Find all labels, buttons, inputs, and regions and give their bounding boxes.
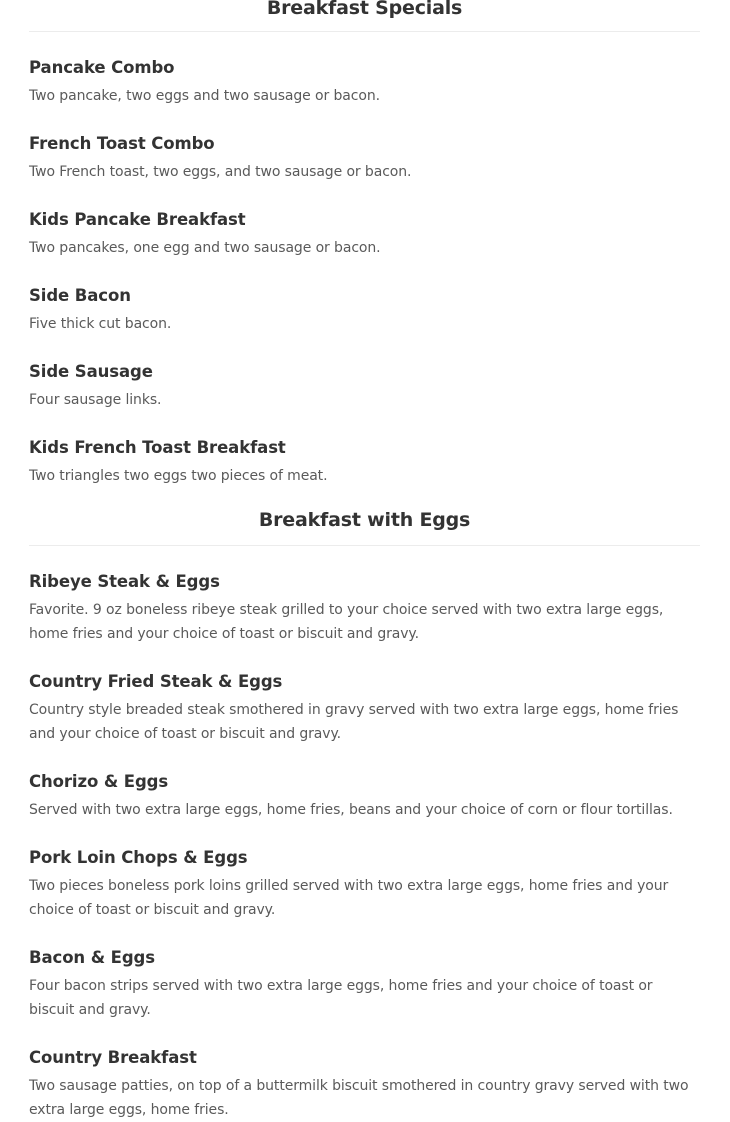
- item-name: Chorizo & Eggs: [29, 772, 169, 791]
- item-description: Four bacon strips served with two extra large eggs, home fries and your choice of toast or biscuit and gravy.: [29, 978, 653, 1018]
- section-divider: [29, 31, 700, 32]
- item-name: Pancake Combo: [29, 58, 175, 77]
- menu-item-country-breakfast[interactable]: [29, 1047, 700, 1122]
- menu-item-kids-pancake-breakfast[interactable]: [29, 209, 700, 260]
- item-name: Country Fried Steak & Eggs: [29, 672, 283, 691]
- item-description: Favorite. 9 oz boneless ribeye steak grilled to your choice served with two extra large eggs, home fries and your choice of toast or biscuit and gravy.: [29, 602, 664, 642]
- item-name: Side Sausage: [29, 362, 153, 381]
- menu-item-kids-french-toast-breakfast[interactable]: [29, 437, 700, 488]
- item-description: Two triangles two eggs two pieces of meat.: [29, 468, 328, 484]
- item-description: Five thick cut bacon.: [29, 316, 172, 332]
- item-description: Served with two extra large eggs, home fries, beans and your choice of corn or flour tortillas.: [29, 802, 673, 818]
- menu-item-chorizo-eggs[interactable]: [29, 771, 700, 822]
- menu-item-bacon-eggs[interactable]: [29, 947, 700, 1022]
- menu-item-french-toast-combo[interactable]: [29, 133, 700, 184]
- section-breakfast-specials: [29, 0, 700, 488]
- item-description: Country style breaded steak smothered in gravy served with two extra large eggs, home fries and your choice of toast or biscuit and gravy.: [29, 702, 679, 742]
- item-name: Pork Loin Chops & Eggs: [29, 848, 248, 867]
- item-description: Two pieces boneless pork loins grilled served with two extra large eggs, home fries and your choice of toast or biscuit and gravy.: [29, 878, 669, 918]
- item-description: Two sausage patties, on top of a buttermilk biscuit smothered in country gravy served with two extra large eggs, home fries.: [29, 1078, 689, 1118]
- section-breakfast-with-eggs: [29, 505, 700, 1122]
- menu-item-side-bacon[interactable]: [29, 285, 700, 336]
- menu-item-ribeye-steak-eggs[interactable]: [29, 571, 700, 646]
- item-name: French Toast Combo: [29, 134, 215, 153]
- item-name: Side Bacon: [29, 286, 131, 305]
- item-description: Two pancakes, one egg and two sausage or bacon.: [29, 240, 381, 256]
- section-divider: [29, 545, 700, 546]
- menu-item-side-sausage[interactable]: [29, 361, 700, 412]
- menu-item-pancake-combo[interactable]: [29, 57, 700, 108]
- item-description: Two pancake, two eggs and two sausage or bacon.: [29, 88, 380, 104]
- section-title: Breakfast Specials: [266, 0, 463, 19]
- item-description: Four sausage links.: [29, 392, 162, 408]
- item-description: Two French toast, two eggs, and two sausage or bacon.: [29, 164, 412, 180]
- item-name: Country Breakfast: [29, 1048, 197, 1067]
- item-name: Kids Pancake Breakfast: [29, 210, 246, 229]
- section-title: Breakfast with Eggs: [258, 509, 471, 531]
- menu-item-pork-loin-chops-eggs[interactable]: [29, 847, 700, 922]
- menu-item-country-fried-steak-eggs[interactable]: [29, 671, 700, 746]
- item-name: Bacon & Eggs: [29, 948, 155, 967]
- item-name: Ribeye Steak & Eggs: [29, 572, 220, 591]
- item-name: Kids French Toast Breakfast: [29, 438, 286, 457]
